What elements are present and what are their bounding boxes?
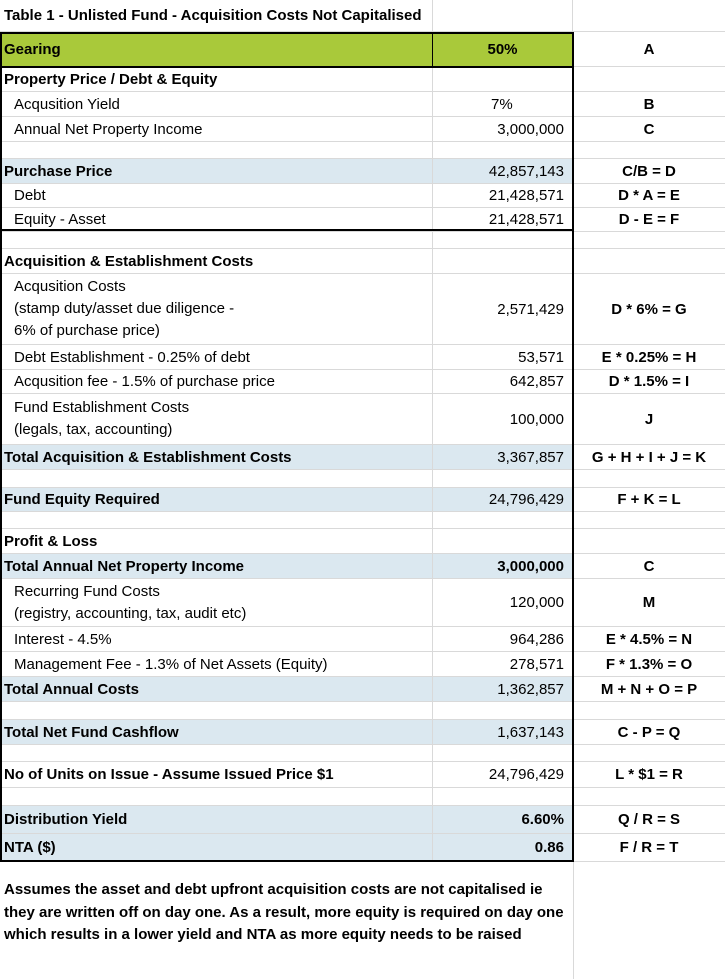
- interest-row: [0, 627, 725, 652]
- interest-label: Interest - 4.5%: [0, 627, 433, 651]
- title-row: [0, 0, 725, 32]
- note-column-line: [573, 862, 574, 979]
- spacer-row: [0, 702, 725, 720]
- section-acq-row: [0, 249, 725, 274]
- total-income-value: 3,000,000: [433, 554, 573, 578]
- dist-yield-value: 6.60%: [433, 806, 573, 833]
- table-title: Table 1 - Unlisted Fund - Acquisition Costs Not Capitalised: [0, 0, 433, 31]
- units-row: [0, 762, 725, 788]
- dist-yield-row: [0, 806, 725, 834]
- net-cashflow-row: [0, 720, 725, 745]
- total-income-ref: C: [643, 557, 655, 575]
- dist-yield-ref: Q / R = S: [617, 811, 681, 828]
- nta-ref: F / R = T: [619, 839, 679, 856]
- net-cashflow-value: 1,637,143: [433, 720, 573, 744]
- total-acq-ref: G + H + I + J = K: [591, 448, 707, 466]
- recurring-ref: M: [642, 594, 656, 611]
- fund-est-label: Fund Establishment Costs (legals, tax, accounting): [0, 394, 433, 444]
- dist-yield-label: Distribution Yield: [0, 806, 433, 833]
- section-pl-heading: Profit & Loss: [0, 529, 433, 553]
- spacer-row: [0, 232, 725, 249]
- spacer-row: [0, 745, 725, 762]
- debt-est-value: 53,571: [433, 345, 573, 369]
- gearing-divider: [432, 32, 433, 68]
- fund-est-value: 100,000: [433, 394, 573, 444]
- acq-fee-ref: D * 1.5% = I: [608, 373, 690, 390]
- recurring-label: Recurring Fund Costs (registry, accounting, tax, audit etc): [0, 579, 433, 626]
- equity-asset-label: Equity - Asset: [0, 208, 433, 231]
- recurring-value: 120,000: [433, 579, 573, 626]
- equity-asset-row: [0, 208, 725, 232]
- total-acq-row: [0, 445, 725, 470]
- spacer-row: [0, 788, 725, 806]
- total-acq-label: Total Acquisition & Establishment Costs: [0, 445, 433, 469]
- units-value: 24,796,429: [433, 762, 573, 787]
- acq-fee-row: [0, 370, 725, 394]
- net-income-ref: C: [643, 120, 655, 138]
- footnote: Assumes the asset and debt upfront acquisition costs are not capitalised ie they are written off on day one. As a result, more equity is required on day one which results in a lower yield and NTA as more equity needs to be raised: [4, 881, 564, 943]
- acq-yield-ref: B: [643, 95, 655, 113]
- equity-asset-ref: D - E = F: [618, 211, 680, 228]
- purchase-price-value: 42,857,143: [433, 159, 573, 183]
- total-costs-row: [0, 677, 725, 702]
- acq-yield-row: [0, 92, 725, 117]
- total-costs-value: 1,362,857: [433, 677, 573, 701]
- debt-est-row: [0, 345, 725, 370]
- acq-costs-value: 2,571,429: [433, 274, 573, 344]
- acq-costs-label: Acqusition Costs (stamp duty/asset due diligence - 6% of purchase price): [0, 274, 433, 344]
- section-acq-heading: Acquisition & Establishment Costs: [0, 249, 433, 273]
- debt-row: [0, 184, 725, 208]
- net-cashflow-label: Total Net Fund Cashflow: [0, 720, 433, 744]
- net-income-label: Annual Net Property Income: [0, 117, 433, 141]
- section-price-heading: Property Price / Debt & Equity: [0, 67, 433, 91]
- net-cashflow-ref: C - P = Q: [617, 723, 681, 741]
- spacer-row: [0, 142, 725, 159]
- mgmt-fee-value: 278,571: [433, 652, 573, 676]
- purchase-price-ref: C/B = D: [622, 162, 676, 180]
- section-pl-row: [0, 529, 725, 554]
- acq-costs-ref: D * 6% = G: [611, 300, 687, 318]
- acq-fee-value: 642,857: [433, 370, 573, 393]
- mgmt-fee-ref: F * 1.3% = O: [605, 655, 693, 673]
- total-income-row: [0, 554, 725, 579]
- units-ref: L * $1 = R: [615, 766, 683, 783]
- purchase-price-row: [0, 159, 725, 184]
- debt-est-label: Debt Establishment - 0.25% of debt: [0, 345, 433, 369]
- gearing-ref: A: [643, 40, 655, 58]
- section-price-row: [0, 67, 725, 92]
- acq-fee-label: Acqusition fee - 1.5% of purchase price: [0, 370, 433, 393]
- acq-costs-row: [0, 274, 725, 345]
- fund-est-row: [0, 394, 725, 445]
- gearing-value: 50%: [433, 32, 573, 66]
- purchase-price-label: Purchase Price: [0, 159, 433, 183]
- fund-equity-row: [0, 488, 725, 512]
- recurring-row: [0, 579, 725, 627]
- gearing-label: Gearing: [0, 32, 433, 66]
- fund-est-ref: J: [644, 410, 654, 428]
- spacer-row: [0, 512, 725, 529]
- interest-value: 964,286: [433, 627, 573, 651]
- debt-est-ref: E * 0.25% = H: [601, 348, 697, 366]
- units-label: No of Units on Issue - Assume Issued Price $1: [0, 762, 433, 787]
- debt-value: 21,428,571: [433, 184, 573, 207]
- total-income-label: Total Annual Net Property Income: [0, 554, 433, 578]
- net-income-value: 3,000,000: [433, 117, 573, 141]
- total-acq-value: 3,367,857: [433, 445, 573, 469]
- fund-equity-label: Fund Equity Required: [0, 488, 433, 511]
- fund-equity-ref: F + K = L: [617, 491, 681, 508]
- mgmt-fee-label: Management Fee - 1.3% of Net Assets (Equity): [0, 652, 433, 676]
- total-costs-ref: M + N + O = P: [600, 680, 698, 698]
- acq-yield-label: Acqusition Yield: [0, 92, 433, 116]
- equity-asset-value: 21,428,571: [433, 208, 573, 231]
- debt-label: Debt: [0, 184, 433, 207]
- acq-yield-value: 7%: [433, 92, 573, 116]
- spacer-row: [0, 470, 725, 488]
- nta-row: [0, 834, 725, 862]
- debt-ref: D * A = E: [618, 187, 680, 204]
- net-income-row: [0, 117, 725, 142]
- interest-ref: E * 4.5% = N: [605, 630, 693, 648]
- gearing-row: [0, 32, 725, 67]
- fund-equity-value: 24,796,429: [433, 488, 573, 511]
- nta-label: NTA ($): [0, 834, 433, 861]
- nta-value: 0.86: [433, 834, 573, 861]
- mgmt-fee-row: [0, 652, 725, 677]
- total-costs-label: Total Annual Costs: [0, 677, 433, 701]
